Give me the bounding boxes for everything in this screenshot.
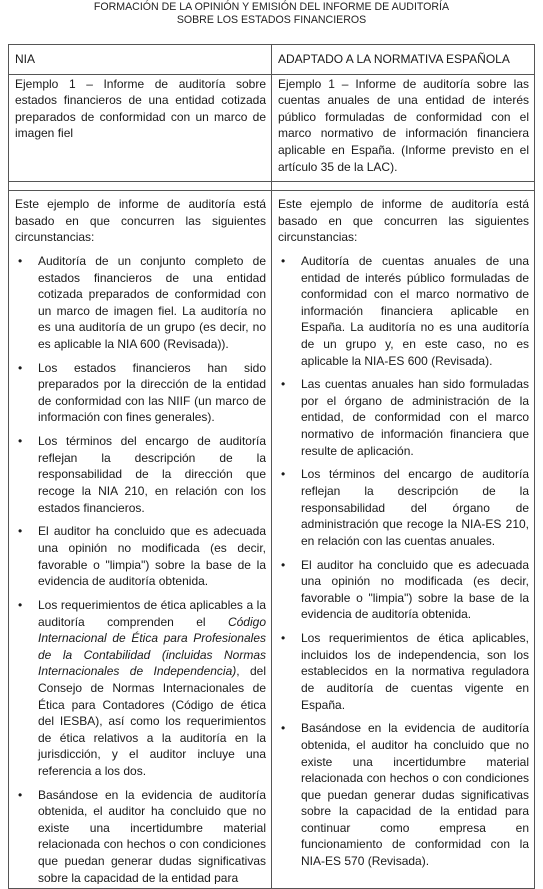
circumstances-list-adapted (278, 253, 529, 870)
intro-paragraph-adapted: Este ejemplo de informe de auditoría está basado en que concurren las siguientes circunstancias: (278, 197, 529, 245)
column-header-nia: NIA (9, 45, 272, 75)
circumstances-list-nia (15, 253, 266, 884)
list-item: • Auditoría de un conjunto completo de estados financieros de una entidad cotizada preparados de conformidad con un marco de imagen fiel. La auditoría no es una auditoría de un grupo (es decir, no es aplicable la NIA 600 (Revisada)). (15, 253, 266, 353)
list-item: • Las cuentas anuales han sido formuladas por el órgano de administración de la entidad, de conformidad con el marco normativo de información financiera que resulte de aplicación. (278, 376, 529, 459)
list-item: • Basándose en la evidencia de auditoría obtenida, el auditor ha concluido que no existe una incertidumbre material relacionada con hechos o con condiciones que puedan generar dudas significativas sobre la capacidad de la entidad para (15, 787, 266, 884)
list-item (15, 597, 266, 780)
list-item-text: , del Consejo de Normas Internacionales de Ética para Contadores (Código de ética del IESBA), así como los requerimientos de ética relativos a la auditoría en la jurisdicción, y el auditor incluye una referencia a los dos. (38, 664, 266, 778)
intro-paragraph-nia: Este ejemplo de informe de auditoría está basado en que concurren las siguientes circunstancias: (15, 197, 266, 245)
circumstances-row (9, 191, 535, 889)
list-item: • Basándose en la evidencia de auditoría obtenida, el auditor ha concluido que no existe una incertidumbre material relacionada con hechos o con condiciones que puedan generar dudas significativas sobre la capacidad de la entidad para continuar como empresa en funcionamiento de conformidad con la NIA-ES 570 (Revisada). (278, 720, 529, 869)
example-row (9, 74, 535, 182)
circumstances-nia (9, 191, 272, 889)
list-item: • Los términos del encargo de auditoría reflejan la descripción de la responsabilidad del órgano de administración que recoge la NIA-ES 210, en relación con las cuentas anuales. (278, 466, 529, 549)
list-item: • Auditoría de cuentas anuales de una entidad de interés público formuladas de conformidad con el marco normativo de información financiera aplicable en España. La auditoría no es una auditoría de un grupo y, en este caso, no es aplicable la NIA-ES 600 (Revisada). (278, 253, 529, 369)
column-header-row (9, 45, 535, 75)
spacer-row (9, 182, 535, 191)
code-title-italic: Código Internacional de Ética para Profesionales de la Contabilidad (incluidas Normas Internacionales de Independencia) (38, 614, 266, 679)
list-item: • El auditor ha concluido que es adecuada una opinión no modificada (es decir, favorable o "limpia") sobre la base de la evidencia de auditoría obtenida. (278, 557, 529, 623)
document-header (0, 1, 543, 27)
example-title-adapted: Ejemplo 1 – Informe de auditoría sobre las cuentas anuales de una entidad de interés público formuladas de conformidad con el marco normativo de información financiera aplicable en España. (Informe previsto en el artículo 35 de la LAC). (272, 74, 535, 182)
document-title-line-1: FORMACIÓN DE LA OPINIÓN Y EMISIÓN DEL INFORME DE AUDITORÍA (93, 1, 450, 13)
example-title-nia: Ejemplo 1 – Informe de auditoría sobre estados financieros de una entidad cotizada preparados de conformidad con un marco de imagen fiel (9, 74, 272, 182)
list-item: • Los estados financieros han sido preparados por la dirección de la entidad de conformidad con las NIIF (un marco de información con fines generales). (15, 360, 266, 426)
comparison-table (8, 44, 535, 889)
column-header-adapted: ADAPTADO A LA NORMATIVA ESPAÑOLA (272, 45, 535, 75)
list-item-text: Los requerimientos de ética aplicables a la auditoría comprenden el (38, 597, 266, 629)
circumstances-adapted (272, 191, 535, 889)
list-item: • Los requerimientos de ética aplicables, incluidos los de independencia, son los establecidos en la normativa reguladora de auditoría de cuentas vigente en España. (278, 630, 529, 713)
document-title-line-2: SOBRE LOS ESTADOS FINANCIEROS (176, 14, 367, 26)
list-item: • Los términos del encargo de auditoría reflejan la descripción de la responsabilidad de la dirección que recoge la NIA 210, en relación con los estados financieros. (15, 433, 266, 516)
list-item: • El auditor ha concluido que es adecuada una opinión no modificada (es decir, favorable o "limpia") sobre la base de la evidencia de auditoría obtenida. (15, 523, 266, 589)
